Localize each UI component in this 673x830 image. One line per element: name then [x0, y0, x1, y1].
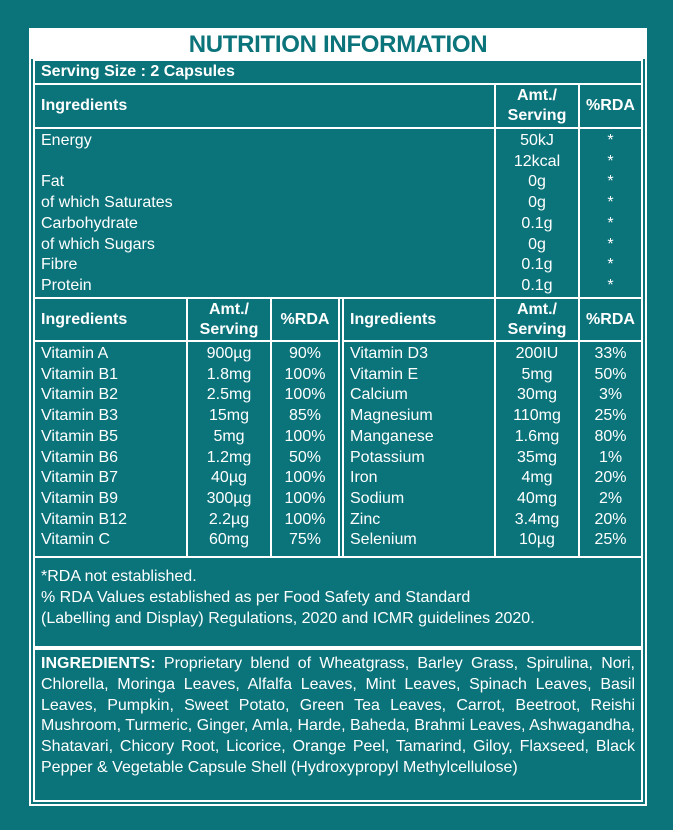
mineral-rda: 33%	[594, 345, 627, 362]
mineral-rda: 20%	[594, 469, 627, 487]
nutrition-label	[29, 28, 647, 806]
vitamin-rda: 100%	[284, 365, 326, 383]
vitamin-rda: 75%	[288, 531, 322, 549]
vitamin-right-names	[342, 340, 496, 558]
vitamin-name: Vitamin B1	[41, 365, 119, 383]
vitamin-name: Vitamin B6	[41, 448, 119, 466]
macro-amount: 12kcal	[513, 152, 561, 170]
mineral-rda: 3%	[598, 386, 623, 404]
serving-size: Serving Size : 2 Capsules	[33, 59, 643, 85]
mineral-name: Manganese	[350, 427, 434, 445]
footnote-line: % RDA Values established as per Food Safety and Standard	[41, 589, 471, 606]
vitamin-right-header-rda: %RDA	[578, 297, 643, 342]
vitamin-amount: 5mg	[213, 427, 245, 445]
vitamin-right-header-amount	[494, 297, 580, 342]
vitamin-right-header-ingredients: Ingredients	[342, 297, 496, 342]
macro-amount: 0g	[528, 194, 546, 212]
ingredients-statement	[33, 648, 643, 802]
vitamin-name: Vitamin C	[41, 531, 111, 549]
vitamin-amount: 60mg	[208, 531, 250, 549]
mineral-name: Zinc	[350, 510, 381, 528]
macro-rda: *	[607, 194, 614, 212]
macro-name: Carbohydrate	[41, 214, 138, 232]
vitamin-name: Vitamin B7	[41, 469, 119, 487]
mineral-rda: 1%	[598, 448, 623, 466]
mineral-amount: 110mg	[513, 407, 561, 425]
vitamin-rda: 50%	[288, 448, 322, 466]
vitamin-amount: 900µg	[206, 345, 252, 362]
vitamin-amount: 40µg	[211, 469, 247, 487]
mineral-name: Potassium	[350, 448, 425, 466]
macro-amounts-column	[494, 127, 580, 299]
vitamin-left-header-rda: %RDA	[270, 297, 340, 342]
vitamin-name: Vitamin B9	[41, 489, 119, 507]
macro-names-column	[33, 127, 496, 299]
macro-amount: 0g	[528, 235, 546, 253]
header-amount-line2: Serving	[199, 320, 259, 338]
mineral-name: Selenium	[350, 531, 417, 549]
header-amount-line1: Amt./	[209, 300, 249, 318]
vitamin-right-rda	[578, 340, 643, 558]
vitamin-name: Vitamin B5	[41, 427, 119, 445]
label-title: NUTRITION INFORMATION	[31, 30, 645, 59]
mineral-rda: 80%	[594, 427, 627, 445]
mineral-amount: 10µg	[519, 531, 555, 549]
mineral-rda: 20%	[594, 510, 627, 528]
macro-rda: *	[607, 256, 614, 274]
macro-name: Fat	[41, 173, 65, 191]
mineral-name: Sodium	[350, 489, 405, 507]
vitamin-amount: 1.2mg	[206, 448, 252, 466]
macro-amount: 0.1g	[521, 276, 553, 294]
macro-amount: 0.1g	[521, 256, 553, 274]
footnote-line: (Labelling and Display) Regulations, 2020 and ICMR guidelines 2020.	[41, 610, 535, 627]
mineral-amount: 4mg	[521, 469, 553, 487]
macro-name	[41, 152, 494, 173]
vitamin-amount: 300µg	[206, 489, 252, 507]
mineral-name: Vitamin D3	[350, 345, 428, 362]
vitamin-amount: 2.5mg	[206, 386, 252, 404]
vitamin-rda: 100%	[284, 489, 326, 507]
ingredients-text: Proprietary blend of Wheatgrass, Barley Grass, Spirulina, Nori, Chlorella, Moringa Leaves, Alfalfa Leaves, Mint Leaves, Spinach Leaves, Basil Leaves, Pumpkin, Sweet Potato, Green Tea Leaves, Carrot, Beetroot, Reishi Mushroom, Turmeric, Ginger, Amla, Harde, Baheda, Brahmi Leaves, Ashwagandha, Shatavari, Chicory Root, Licorice, Orange Peel, Tamarind, Giloy, Flaxseed, Black Pepper & Vegetable Capsule Shell (Hydroxypropyl Methylcellulose)	[41, 655, 635, 776]
macro-header-rda: %RDA	[578, 83, 643, 129]
ingredients-label: INGREDIENTS:	[41, 655, 156, 672]
mineral-amount: 1.6mg	[514, 427, 560, 445]
mineral-name: Magnesium	[350, 407, 433, 425]
macro-amount: 0g	[528, 173, 546, 191]
vitamin-amount: 15mg	[208, 407, 250, 425]
mineral-rda: 2%	[598, 489, 623, 507]
vitamin-name: Vitamin A	[41, 345, 109, 362]
mineral-amount: 3.4mg	[514, 510, 560, 528]
mineral-amount: 5mg	[521, 365, 553, 383]
macro-rda: *	[607, 132, 614, 149]
vitamin-right-amounts	[494, 340, 580, 558]
vitamin-name: Vitamin B2	[41, 386, 119, 404]
vitamin-left-amounts	[186, 340, 272, 558]
macro-rda: *	[607, 173, 614, 191]
macro-name: of which Sugars	[41, 235, 155, 253]
vitamin-amount: 1.8mg	[206, 365, 252, 383]
header-amount-line2: Serving	[507, 107, 567, 124]
vitamin-rda: 100%	[284, 510, 326, 528]
vitamin-left-header-ingredients: Ingredients	[33, 297, 188, 342]
vitamin-name: Vitamin B3	[41, 407, 119, 425]
mineral-amount: 35mg	[516, 448, 558, 466]
mineral-name: Calcium	[350, 386, 408, 404]
macro-header-ingredients: Ingredients	[33, 83, 496, 129]
vitamin-left-names	[33, 340, 188, 558]
macro-header-amount	[494, 83, 580, 129]
mineral-rda: 50%	[594, 365, 627, 383]
macro-amount: 0.1g	[521, 214, 553, 232]
vitamin-rda: 90%	[288, 345, 322, 362]
mineral-name: Vitamin E	[350, 365, 419, 383]
vitamin-left-rda	[270, 340, 340, 558]
rda-footnotes	[33, 556, 643, 648]
mineral-amount: 40mg	[516, 489, 558, 507]
vitamin-rda: 85%	[288, 407, 322, 425]
macro-rda: *	[607, 152, 614, 170]
vitamin-rda: 100%	[284, 427, 326, 445]
mineral-amount: 30mg	[516, 386, 558, 404]
macro-amount: 50kJ	[520, 132, 554, 149]
vitamin-amount: 2.2µg	[208, 510, 250, 528]
macro-name: Fibre	[41, 256, 78, 274]
vitamin-left-header-amount	[186, 297, 272, 342]
header-amount-line2: Serving	[507, 320, 567, 338]
footnote-line: *RDA not established.	[41, 568, 197, 585]
mineral-rda: 25%	[594, 407, 627, 425]
macro-name: Protein	[41, 276, 92, 294]
mineral-amount: 200IU	[515, 345, 559, 362]
macro-rda: *	[607, 214, 614, 232]
macro-name: of which Saturates	[41, 194, 173, 212]
macro-rda-column	[578, 127, 643, 299]
macro-rda: *	[607, 276, 614, 294]
vitamin-name: Vitamin B12	[41, 510, 127, 528]
mineral-name: Iron	[350, 469, 378, 487]
macro-name: Energy	[41, 132, 92, 149]
macro-rda: *	[607, 235, 614, 253]
mineral-rda: 25%	[594, 531, 627, 549]
vitamin-rda: 100%	[284, 469, 326, 487]
header-amount-line1: Amt./	[517, 87, 557, 104]
header-amount-line1: Amt./	[517, 300, 557, 318]
vitamin-rda: 100%	[284, 386, 326, 404]
